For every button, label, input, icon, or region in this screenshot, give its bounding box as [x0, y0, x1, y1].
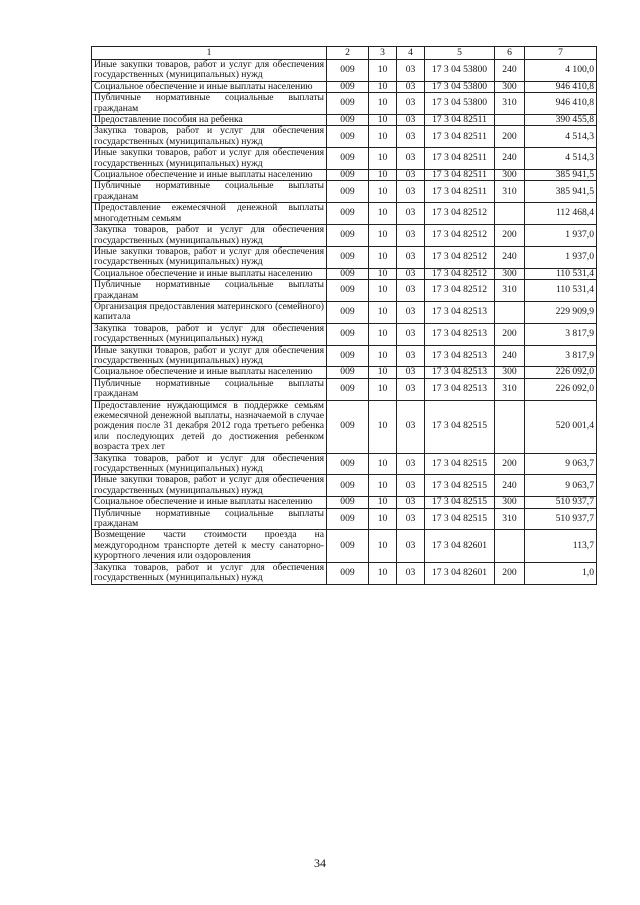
- row-expense-type: 240: [495, 246, 525, 268]
- column-header-5: 5: [425, 47, 495, 60]
- row-section: 10: [369, 170, 397, 181]
- row-section: 10: [369, 181, 397, 203]
- row-name: Публичные нормативные социальные выплаты гражданам: [92, 280, 327, 302]
- row-subsection: 03: [397, 400, 425, 453]
- table-row: [92, 378, 597, 400]
- row-target-article: 17 3 04 82513: [425, 345, 495, 367]
- row-ministry-code: 009: [327, 497, 369, 508]
- row-ministry-code: 009: [327, 115, 369, 126]
- row-subsection: 03: [397, 115, 425, 126]
- row-subsection: 03: [397, 268, 425, 279]
- row-expense-type: 310: [495, 378, 525, 400]
- row-amount: 385 941,5: [525, 181, 597, 203]
- row-subsection: 03: [397, 453, 425, 475]
- row-name: Возмещение части стоимости проезда на междугородном транспорте детей к месту санаторно-курортного лечения или оздоровления: [92, 530, 327, 562]
- row-expense-type: [495, 400, 525, 453]
- table-row: [92, 268, 597, 279]
- row-amount: 110 531,4: [525, 268, 597, 279]
- row-target-article: 17 3 04 82515: [425, 508, 495, 530]
- row-amount: 1,0: [525, 562, 597, 584]
- row-subsection: 03: [397, 562, 425, 584]
- row-amount: 510 937,7: [525, 508, 597, 530]
- row-target-article: 17 3 04 82515: [425, 475, 495, 497]
- row-amount: 3 817,9: [525, 323, 597, 345]
- row-expense-type: 240: [495, 345, 525, 367]
- table-row: [92, 367, 597, 378]
- column-header-7: 7: [525, 47, 597, 60]
- row-name: Иные закупки товаров, работ и услуг для обеспечения государственных (муниципальных) нужд: [92, 148, 327, 170]
- row-target-article: 17 3 04 82511: [425, 181, 495, 203]
- table-row: [92, 93, 597, 115]
- row-section: 10: [369, 453, 397, 475]
- row-expense-type: 300: [495, 170, 525, 181]
- row-name: Социальное обеспечение и иные выплаты населению: [92, 497, 327, 508]
- row-subsection: 03: [397, 246, 425, 268]
- row-amount: 3 817,9: [525, 345, 597, 367]
- row-ministry-code: 009: [327, 225, 369, 247]
- row-section: 10: [369, 378, 397, 400]
- row-target-article: 17 3 04 53800: [425, 93, 495, 115]
- row-expense-type: [495, 301, 525, 323]
- table-row: [92, 280, 597, 302]
- row-ministry-code: 009: [327, 345, 369, 367]
- row-ministry-code: 009: [327, 453, 369, 475]
- table-body: [92, 60, 597, 585]
- row-name: Иные закупки товаров, работ и услуг для обеспечения государственных (муниципальных) нужд: [92, 475, 327, 497]
- row-name: Социальное обеспечение и иные выплаты населению: [92, 170, 327, 181]
- row-ministry-code: 009: [327, 203, 369, 225]
- table-row: [92, 246, 597, 268]
- row-section: 10: [369, 93, 397, 115]
- column-header-4: 4: [397, 47, 425, 60]
- row-amount: 510 937,7: [525, 497, 597, 508]
- row-ministry-code: 009: [327, 323, 369, 345]
- row-ministry-code: 009: [327, 508, 369, 530]
- row-subsection: 03: [397, 323, 425, 345]
- row-amount: 1 937,0: [525, 246, 597, 268]
- row-expense-type: 200: [495, 323, 525, 345]
- row-name: Иные закупки товаров, работ и услуг для обеспечения государственных (муниципальных) нужд: [92, 60, 327, 82]
- table-row: [92, 115, 597, 126]
- row-section: 10: [369, 367, 397, 378]
- row-subsection: 03: [397, 225, 425, 247]
- row-target-article: 17 3 04 82511: [425, 170, 495, 181]
- row-amount: 1 937,0: [525, 225, 597, 247]
- row-name: Закупка товаров, работ и услуг для обеспечения государственных (муниципальных) нужд: [92, 323, 327, 345]
- row-name: Публичные нормативные социальные выплаты гражданам: [92, 508, 327, 530]
- table-row: [92, 148, 597, 170]
- row-expense-type: 200: [495, 225, 525, 247]
- table-row: [92, 530, 597, 562]
- row-subsection: 03: [397, 301, 425, 323]
- row-section: 10: [369, 81, 397, 92]
- row-ministry-code: 009: [327, 93, 369, 115]
- row-subsection: 03: [397, 170, 425, 181]
- row-section: 10: [369, 148, 397, 170]
- row-amount: 390 455,8: [525, 115, 597, 126]
- row-amount: 520 001,4: [525, 400, 597, 453]
- row-expense-type: 240: [495, 148, 525, 170]
- row-name: Закупка товаров, работ и услуг для обеспечения государственных (муниципальных) нужд: [92, 225, 327, 247]
- row-section: 10: [369, 301, 397, 323]
- row-section: 10: [369, 280, 397, 302]
- row-target-article: 17 3 04 53800: [425, 60, 495, 82]
- row-target-article: 17 3 04 82511: [425, 148, 495, 170]
- row-section: 10: [369, 126, 397, 148]
- row-name: Предоставление пособия на ребенка: [92, 115, 327, 126]
- row-name: Закупка товаров, работ и услуг для обеспечения государственных (муниципальных) нужд: [92, 562, 327, 584]
- row-subsection: 03: [397, 345, 425, 367]
- row-expense-type: 200: [495, 453, 525, 475]
- column-header-1: 1: [92, 47, 327, 60]
- row-subsection: 03: [397, 148, 425, 170]
- column-header-2: 2: [327, 47, 369, 60]
- row-target-article: 17 3 04 53800: [425, 81, 495, 92]
- row-name: Социальное обеспечение и иные выплаты населению: [92, 367, 327, 378]
- row-subsection: 03: [397, 203, 425, 225]
- row-section: 10: [369, 562, 397, 584]
- table-row: [92, 497, 597, 508]
- row-section: 10: [369, 497, 397, 508]
- table-row: [92, 400, 597, 453]
- row-target-article: 17 3 04 82513: [425, 301, 495, 323]
- row-subsection: 03: [397, 530, 425, 562]
- row-target-article: 17 3 04 82512: [425, 280, 495, 302]
- row-name: Социальное обеспечение и иные выплаты населению: [92, 268, 327, 279]
- row-expense-type: 240: [495, 475, 525, 497]
- row-expense-type: 240: [495, 60, 525, 82]
- row-ministry-code: 009: [327, 181, 369, 203]
- table-row: [92, 126, 597, 148]
- row-section: 10: [369, 268, 397, 279]
- row-section: 10: [369, 400, 397, 453]
- row-section: 10: [369, 530, 397, 562]
- row-expense-type: [495, 530, 525, 562]
- row-subsection: 03: [397, 475, 425, 497]
- row-amount: 4 514,3: [525, 126, 597, 148]
- row-target-article: 17 3 04 82511: [425, 126, 495, 148]
- column-header-6: 6: [495, 47, 525, 60]
- row-subsection: 03: [397, 60, 425, 82]
- row-name: Закупка товаров, работ и услуг для обеспечения государственных (муниципальных) нужд: [92, 126, 327, 148]
- row-section: 10: [369, 60, 397, 82]
- row-section: 10: [369, 508, 397, 530]
- row-expense-type: 310: [495, 280, 525, 302]
- row-ministry-code: 009: [327, 60, 369, 82]
- row-subsection: 03: [397, 81, 425, 92]
- row-expense-type: 310: [495, 181, 525, 203]
- row-ministry-code: 009: [327, 246, 369, 268]
- row-expense-type: 310: [495, 93, 525, 115]
- row-subsection: 03: [397, 280, 425, 302]
- row-amount: 110 531,4: [525, 280, 597, 302]
- row-name: Публичные нормативные социальные выплаты гражданам: [92, 378, 327, 400]
- row-expense-type: 310: [495, 508, 525, 530]
- row-target-article: 17 3 04 82512: [425, 268, 495, 279]
- row-subsection: 03: [397, 378, 425, 400]
- table-row: [92, 323, 597, 345]
- row-ministry-code: 009: [327, 268, 369, 279]
- row-target-article: 17 3 04 82515: [425, 497, 495, 508]
- row-name: Социальное обеспечение и иные выплаты населению: [92, 81, 327, 92]
- table-row: [92, 508, 597, 530]
- row-name: Закупка товаров, работ и услуг для обеспечения государственных (муниципальных) нужд: [92, 453, 327, 475]
- row-ministry-code: 009: [327, 301, 369, 323]
- row-ministry-code: 009: [327, 170, 369, 181]
- row-name: Организация предоставления материнского (семейного) капитала: [92, 301, 327, 323]
- row-target-article: 17 3 04 82513: [425, 367, 495, 378]
- row-target-article: 17 3 04 82513: [425, 378, 495, 400]
- row-section: 10: [369, 323, 397, 345]
- row-ministry-code: 009: [327, 148, 369, 170]
- row-ministry-code: 009: [327, 378, 369, 400]
- page-number: 34: [314, 856, 326, 870]
- row-subsection: 03: [397, 181, 425, 203]
- row-name: Иные закупки товаров, работ и услуг для обеспечения государственных (муниципальных) нужд: [92, 246, 327, 268]
- row-target-article: 17 3 04 82515: [425, 400, 495, 453]
- row-section: 10: [369, 246, 397, 268]
- row-name: Иные закупки товаров, работ и услуг для обеспечения государственных (муниципальных) нужд: [92, 345, 327, 367]
- row-amount: 226 092,0: [525, 367, 597, 378]
- row-subsection: 03: [397, 126, 425, 148]
- row-expense-type: 200: [495, 562, 525, 584]
- row-target-article: 17 3 04 82513: [425, 323, 495, 345]
- row-section: 10: [369, 475, 397, 497]
- row-ministry-code: 009: [327, 562, 369, 584]
- row-subsection: 03: [397, 508, 425, 530]
- table-row: [92, 301, 597, 323]
- row-amount: 112 468,4: [525, 203, 597, 225]
- row-amount: 946 410,8: [525, 81, 597, 92]
- row-section: 10: [369, 203, 397, 225]
- table-row: [92, 453, 597, 475]
- row-expense-type: [495, 115, 525, 126]
- table-row: [92, 170, 597, 181]
- row-target-article: 17 3 04 82511: [425, 115, 495, 126]
- row-ministry-code: 009: [327, 530, 369, 562]
- row-target-article: 17 3 04 82515: [425, 453, 495, 475]
- table-row: [92, 181, 597, 203]
- row-ministry-code: 009: [327, 126, 369, 148]
- row-target-article: 17 3 04 82512: [425, 225, 495, 247]
- row-amount: 9 063,7: [525, 475, 597, 497]
- row-target-article: 17 3 04 82512: [425, 203, 495, 225]
- row-name: Публичные нормативные социальные выплаты гражданам: [92, 181, 327, 203]
- row-section: 10: [369, 115, 397, 126]
- table-row: [92, 203, 597, 225]
- row-amount: 9 063,7: [525, 453, 597, 475]
- row-section: 10: [369, 225, 397, 247]
- table-row: [92, 345, 597, 367]
- row-subsection: 03: [397, 367, 425, 378]
- row-expense-type: 300: [495, 497, 525, 508]
- row-expense-type: 300: [495, 268, 525, 279]
- column-header-3: 3: [369, 47, 397, 60]
- row-name: Публичные нормативные социальные выплаты гражданам: [92, 93, 327, 115]
- row-amount: 4 100,0: [525, 60, 597, 82]
- table-row: [92, 475, 597, 497]
- row-target-article: 17 3 04 82601: [425, 562, 495, 584]
- row-ministry-code: 009: [327, 475, 369, 497]
- row-section: 10: [369, 345, 397, 367]
- row-amount: 385 941,5: [525, 170, 597, 181]
- row-expense-type: 300: [495, 367, 525, 378]
- row-ministry-code: 009: [327, 81, 369, 92]
- row-subsection: 03: [397, 497, 425, 508]
- table-header: [92, 47, 597, 60]
- row-amount: 229 909,9: [525, 301, 597, 323]
- row-target-article: 17 3 04 82512: [425, 246, 495, 268]
- row-expense-type: 300: [495, 81, 525, 92]
- row-expense-type: 200: [495, 126, 525, 148]
- row-amount: 113,7: [525, 530, 597, 562]
- row-amount: 226 092,0: [525, 378, 597, 400]
- row-subsection: 03: [397, 93, 425, 115]
- table-row: [92, 225, 597, 247]
- row-target-article: 17 3 04 82601: [425, 530, 495, 562]
- row-amount: 4 514,3: [525, 148, 597, 170]
- row-expense-type: [495, 203, 525, 225]
- row-name: Предоставление ежемесячной денежной выплаты многодетным семьям: [92, 203, 327, 225]
- table-row: [92, 81, 597, 92]
- budget-table: [91, 46, 597, 585]
- table-row: [92, 60, 597, 82]
- row-ministry-code: 009: [327, 367, 369, 378]
- row-ministry-code: 009: [327, 400, 369, 453]
- table-row: [92, 562, 597, 584]
- row-ministry-code: 009: [327, 280, 369, 302]
- header-row: [92, 47, 597, 60]
- row-amount: 946 410,8: [525, 93, 597, 115]
- row-name: Предоставление нуждающимся в поддержке семьям ежемесячной денежной выплаты, назначаемой в случае рождения после 31 декабря 2012 года третьего ребенка или последующих детей до достижения ребенком возраста трех лет: [92, 400, 327, 453]
